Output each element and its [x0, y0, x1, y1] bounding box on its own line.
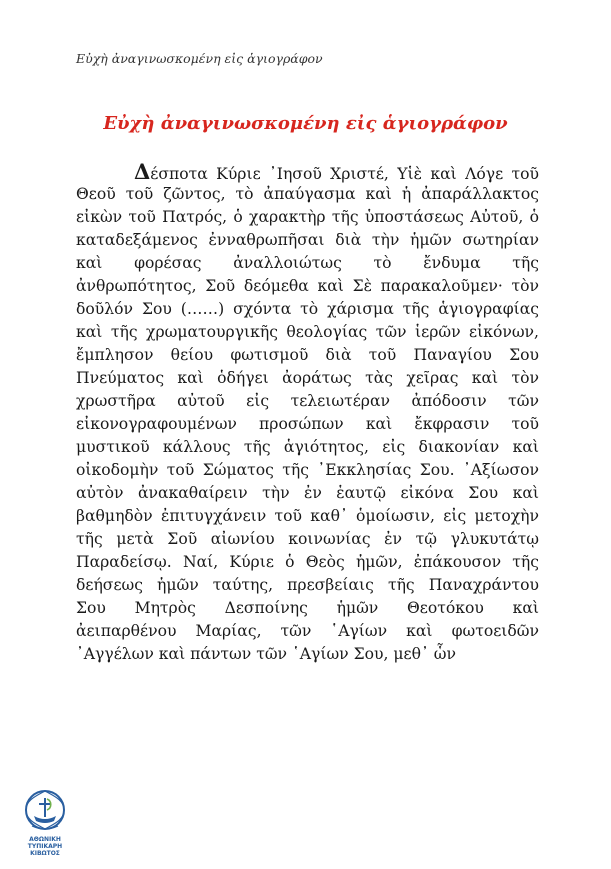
text-line: βαθμηδὸν ἐπιτυγχάνειν τοῦ καθ᾿ ὁμοίωσιν, εἰς μετοχὴν [76, 507, 539, 525]
text-line: Παραδείσῳ. Ναί, Κύριε ὁ Θεὸς ἡμῶν, ἐπάκουσον τῆς [76, 553, 539, 571]
text-line: δεήσεως ἡμῶν ταύτης, πρεσβείαις τῆς Παναχράντου [76, 576, 539, 594]
text-line: ἀειπαρθένου Μαρίας, τῶν ῾Αγίων καὶ φωτοειδῶν [76, 622, 539, 640]
text-line: χρωστῆρα αὐτοῦ εἰς τελειωτέραν ἀπόδοσιν τῶν [76, 392, 539, 410]
text-line: αὐτὸν ἀνακαθαίρειν τὴν ἐν ἑαυτῷ εἰκόνα Σου καὶ [76, 484, 539, 502]
text-line: καὶ φορέσας ἀναλλοιώτως τὸ ἔνδυμα τῆς [76, 254, 539, 272]
prayer-body [76, 160, 539, 666]
text-line: καὶ τῆς χρωματουργικῆς θεολογίας τῶν ἱερῶν εἰκόνων, [76, 323, 539, 341]
text-line: Σου Μητρὸς Δεσποίνης ἡμῶν Θεοτόκου καὶ [76, 599, 539, 617]
text-line: Πνεύματος καὶ ὁδήγει ἀοράτως τὰς χεῖρας καὶ τὸν [76, 369, 539, 387]
text-line: εἰκονογραφουμένων προσώπων καὶ ἔκφρασιν τοῦ [76, 415, 539, 433]
text-line: ἔμπλησον θείου φωτισμοῦ διὰ τοῦ Παναγίου Σου [76, 346, 539, 364]
text-line: Θεοῦ τοῦ ζῶντος, τὸ ἀπαύγασμα καὶ ἡ ἀπαράλλακτος [76, 185, 539, 203]
ark-emblem-icon [14, 786, 76, 836]
text-line: καταδεξάμενος ἐνναθρωπῆσαι διὰ τὴν ἡμῶν σωτηρίαν [76, 231, 539, 249]
text-line: τῆς μετὰ Σοῦ αἰωνίου κοινωνίας ἐν τῷ γλυκυτάτῳ [76, 530, 539, 548]
text-line: εἰκὼν τοῦ Πατρός, ὁ χαρακτὴρ τῆς ὑποστάσεως Αὐτοῦ, ὁ [76, 208, 539, 226]
text-line: Δέσποτα Κύριε ᾿Ιησοῦ Χριστέ, Υἱὲ καὶ Λόγε τοῦ [134, 160, 539, 183]
text-line: ἀνθρωπότητος, Σοῦ δεόμεθα καὶ Σὲ παρακαλοῦμεν· τὸν [76, 277, 539, 295]
text-line: οἰκοδομὴν τοῦ Σώματος τῆς ᾿Εκκλησίας Σου. ᾿Αξίωσον [76, 461, 539, 479]
drop-cap: Δ [134, 160, 151, 183]
text-line: δοῦλόν Σου (……) σχόντα τὸ χάρισμα τῆς ἁγιογραφίας [76, 300, 539, 318]
page-title: Εὐχὴ ἀναγινωσκομένη εἰς ἁγιογράφον [103, 113, 508, 134]
publisher-logo [14, 786, 76, 856]
text-line: μυστικοῦ κάλλους τῆς ἁγιότητος, εἰς διακονίαν καὶ [76, 438, 539, 456]
logo-caption: ΑΘΩΝΙΚΗ ΤΥΠΙΚΑΡΗ ΚΙΒΩΤΟΣ [27, 836, 63, 857]
running-header: Εὐχὴ ἀναγινωσκομένη εἰς ἁγιογράφον [76, 51, 323, 66]
text-line: ᾿Αγγέλων καὶ πάντων τῶν ῾Αγίων Σου, μεθ᾿ ὧν [76, 645, 456, 663]
